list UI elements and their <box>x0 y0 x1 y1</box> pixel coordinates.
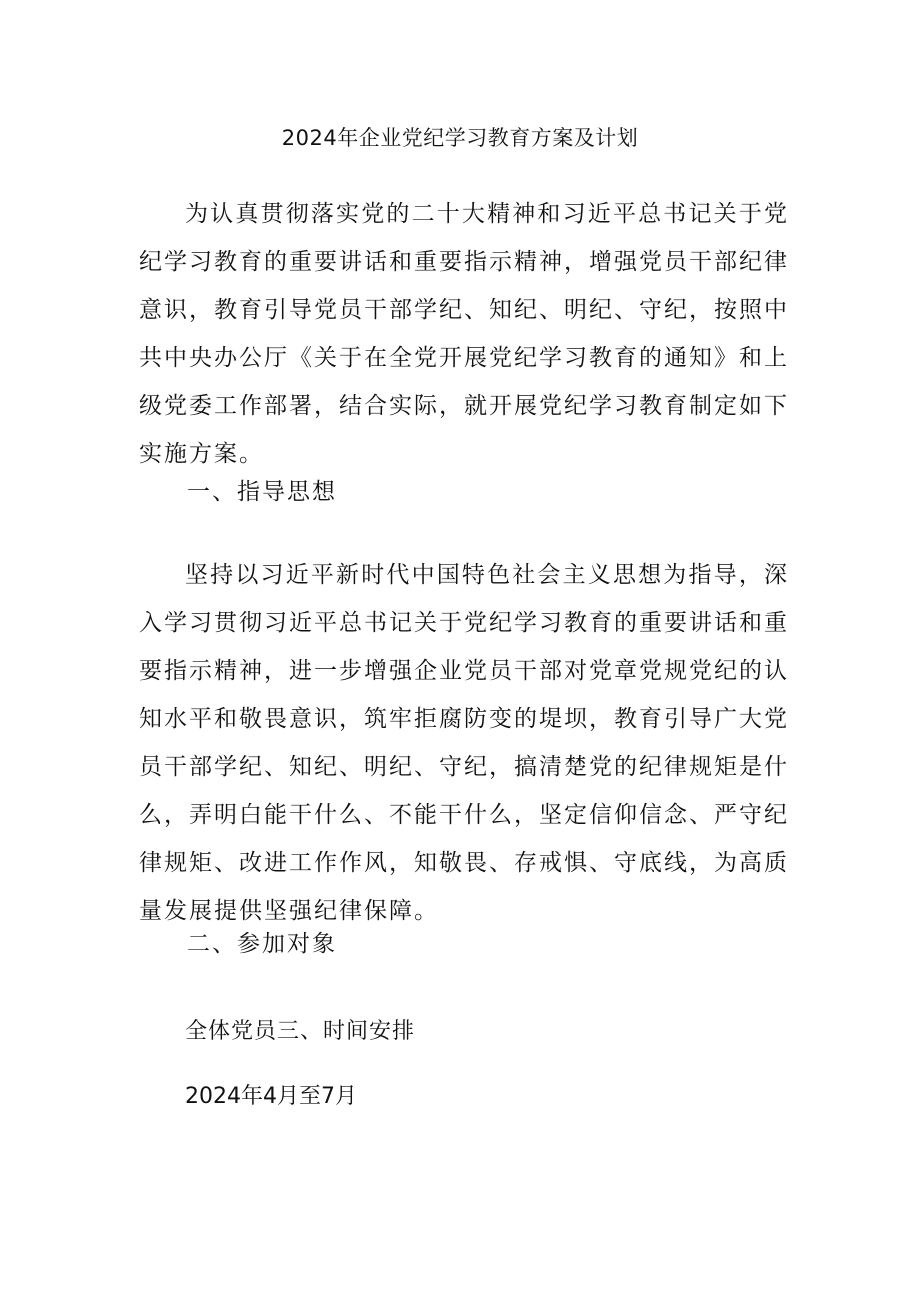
section-heading-participants: 二、参加对象 <box>187 931 337 957</box>
document-title: 2024年企业党纪学习教育方案及计划 <box>281 126 639 150</box>
schedule-line: 2024年4月至7月 <box>185 1084 357 1109</box>
section-heading-guiding-ideology: 一、指导思想 <box>187 479 337 505</box>
guiding-ideology-paragraph: 坚持以习近平新时代中国特色社会主义思想为指导，深入学习贯彻习近平总书记关于党纪学习教育的重要讲话和重要指示精神，进一步增强企业党员干部对党章党规党纪的认知水平和敬畏意识，筑牢拒腐防变的堤坝，教育引导广大党员干部学纪、知纪、明纪、守纪，搞清楚党的纪律规矩是什么，弄明白能干什么、不能干什么，坚定信仰信念、严守纪律规矩、改进工作作风，知敬畏、存戒惧、守底线，为高质量发展提供坚强纪律保障。 <box>139 562 789 924</box>
intro-paragraph: 为认真贯彻落实党的二十大精神和习近平总书记关于党纪学习教育的重要讲话和重要指示精神，增强党员干部纪律意识，教育引导党员干部学纪、知纪、明纪、守纪，按照中共中央办公厅《关于在全党开展党纪学习教育的通知》和上级党委工作部署，结合实际，就开展党纪学习教育制定如下实施方案。 <box>139 201 789 467</box>
participants-line: 全体党员三、时间安排 <box>185 1019 416 1044</box>
